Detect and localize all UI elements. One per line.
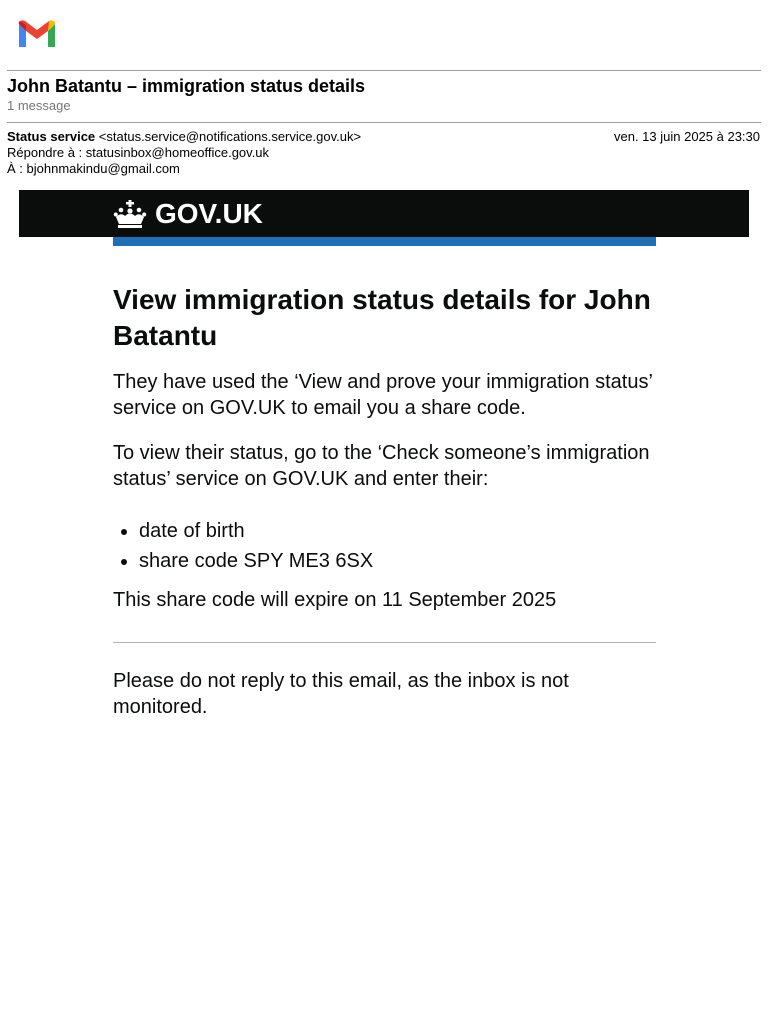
required-details-list: [113, 516, 656, 576]
message-count: 1 message: [7, 98, 71, 113]
list-item: • share code SPY ME3 6SX: [139, 546, 656, 576]
no-reply-notice: Please do not reply to this email, as the inbox is not monitored.: [113, 670, 569, 718]
sender-name: Status service: [7, 129, 96, 144]
body-divider: [113, 642, 656, 643]
header-divider-bottom: [7, 122, 761, 123]
gmail-logo-icon: [16, 18, 58, 50]
body-paragraph-instructions: To view their status, go to the ‘Check someone’s immigration status’ service on GOV.UK and enter their:: [113, 442, 650, 490]
sender-address[interactable]: <status.service@notifications.service.gov.uk>: [98, 129, 362, 144]
header-divider-top: [7, 70, 761, 71]
body-heading: View immigration status details for John Batantu: [113, 284, 651, 351]
expiry-notice: This share code will expire on 11 September 2025: [113, 589, 557, 611]
reply-to-line: Répondre à : statusinbox@homeoffice.gov.uk: [7, 145, 270, 160]
sender-line: [7, 129, 361, 145]
recipient-line: À : bjohnmakindu@gmail.com: [7, 161, 180, 176]
govuk-accent-bar: [113, 237, 656, 246]
govuk-brand[interactable]: [113, 198, 263, 230]
govuk-banner: [19, 190, 749, 237]
email-body: [113, 282, 656, 720]
govuk-wordmark: GOV.UK: [155, 198, 263, 229]
body-paragraph-intro: They have used the ‘View and prove your immigration status’ service on GOV.UK to email you a share code.: [113, 371, 653, 419]
email-date: ven. 13 juin 2025 à 23:30: [613, 129, 760, 144]
email-subject: John Batantu – immigration status details: [7, 76, 366, 96]
crown-icon: [113, 199, 147, 229]
list-item: • date of birth: [139, 516, 656, 546]
